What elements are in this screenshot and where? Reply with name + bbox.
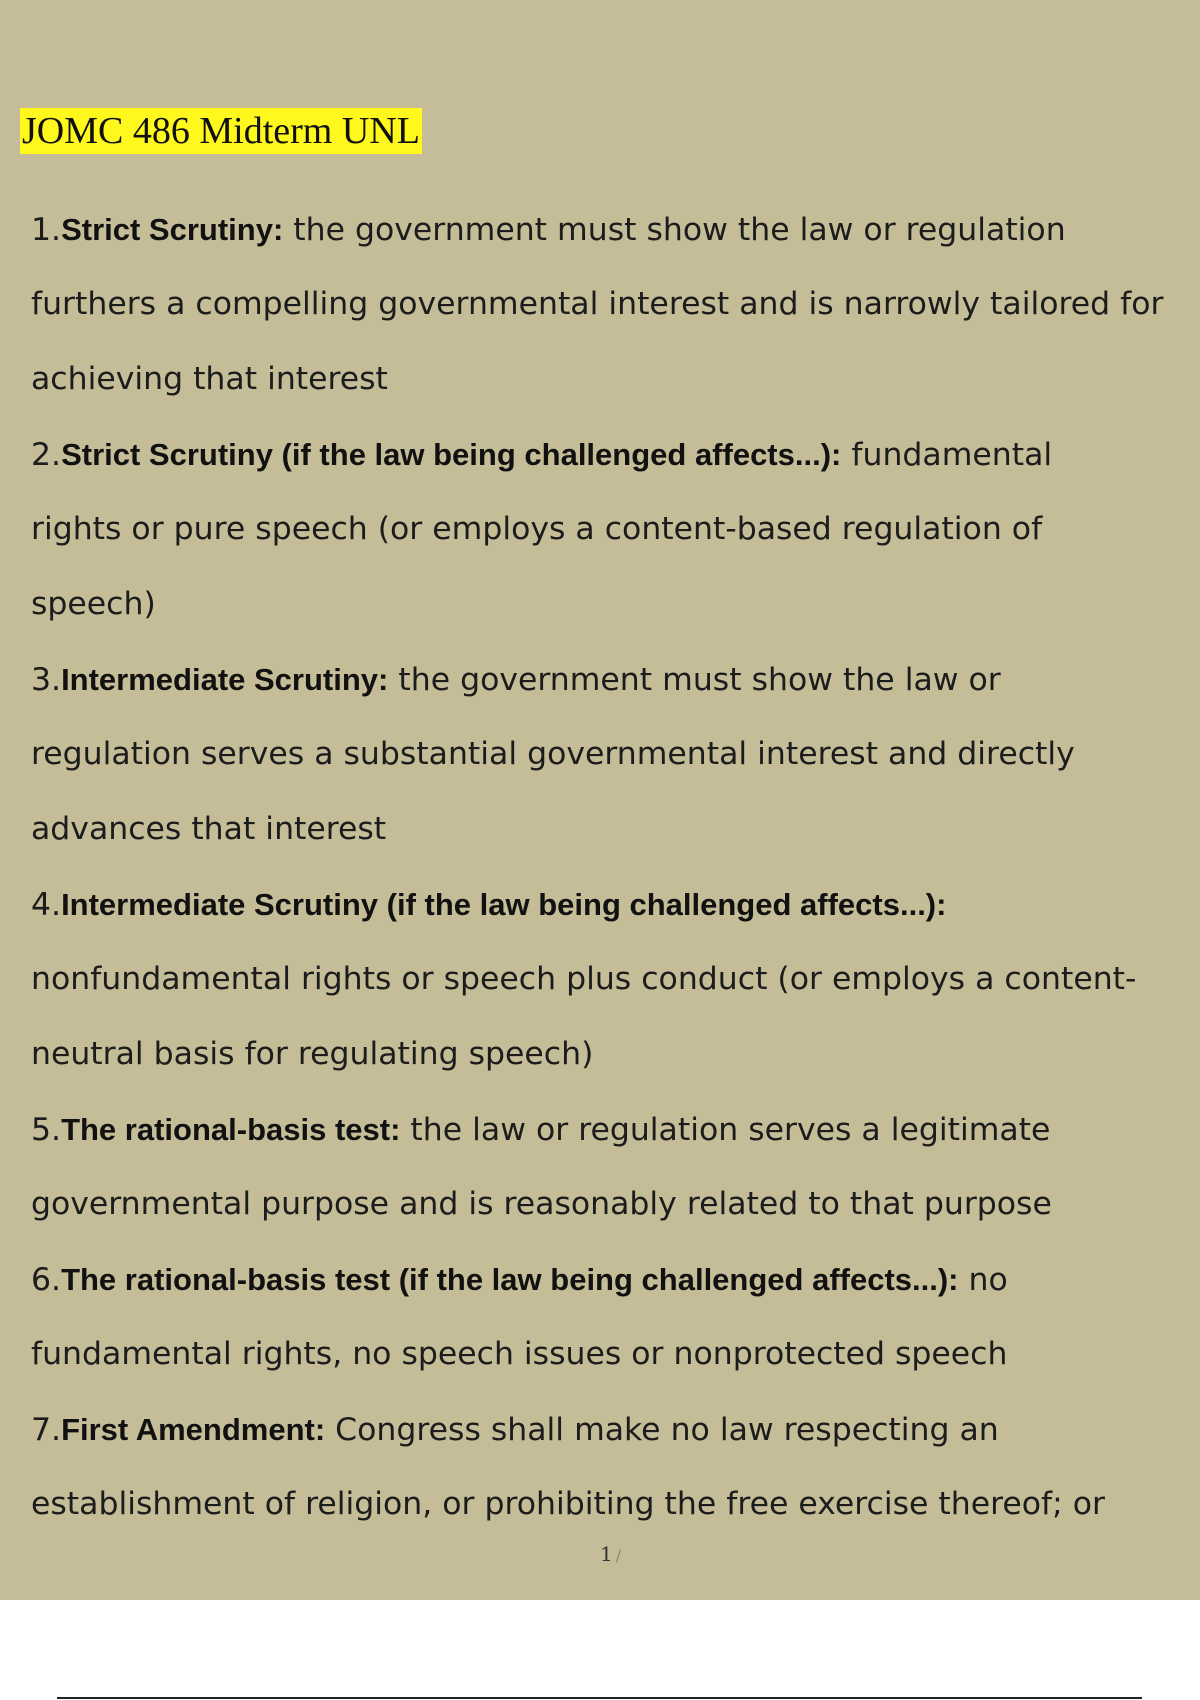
term-number: 4.: [31, 887, 62, 923]
term-heading-line: [0, 1242, 1200, 1317]
term-definition-line: [0, 1017, 1200, 1092]
term-definition: governmental purpose and is reasonably related to that purpose: [31, 1186, 1052, 1222]
term-name: Strict Scrutiny (if the law being challenged affects...):: [61, 437, 842, 472]
term-heading-line: [0, 192, 1200, 267]
term-item: [0, 1242, 1200, 1392]
term-name: Intermediate Scrutiny:: [61, 662, 389, 697]
term-name: Strict Scrutiny:: [61, 212, 284, 247]
term-name: The rational-basis test (if the law being challenged affects...):: [61, 1262, 959, 1297]
page-number-indicator: [600, 1540, 621, 1570]
term-number: 5.: [31, 1112, 62, 1148]
page-number: 1: [600, 1542, 613, 1566]
term-number: 6.: [31, 1262, 62, 1298]
term-definition-line: [0, 1467, 1200, 1542]
term-item: [0, 417, 1200, 642]
term-definition: no: [958, 1262, 1008, 1298]
term-definition: rights or pure speech (or employs a content-based regulation of: [31, 511, 1043, 547]
document-title: JOMC 486 Midterm UNL: [22, 110, 420, 152]
term-item: [0, 1392, 1200, 1542]
term-definition: the law or regulation serves a legitimate: [400, 1112, 1051, 1148]
term-definition-line: [0, 1317, 1200, 1392]
term-definition: the government must show the law or: [388, 662, 1001, 698]
term-item: [0, 1092, 1200, 1242]
term-item: [0, 642, 1200, 867]
term-definition-line: [0, 792, 1200, 867]
term-heading-line: [0, 417, 1200, 492]
term-item: [0, 867, 1200, 1092]
term-definition: the government must show the law or regulation: [283, 212, 1066, 248]
term-definition-line: [0, 267, 1200, 342]
term-number: 2.: [31, 437, 62, 473]
term-list: [0, 192, 1200, 1542]
term-heading-line: [0, 1092, 1200, 1167]
term-definition-line: [0, 342, 1200, 417]
term-name: The rational-basis test:: [61, 1112, 401, 1147]
term-definition: Congress shall make no law respecting an: [325, 1412, 999, 1448]
page-separator: /: [615, 1546, 622, 1565]
term-definition: establishment of religion, or prohibiting the free exercise thereof; or: [31, 1486, 1105, 1522]
term-definition-line: [0, 717, 1200, 792]
term-heading-line: [0, 1392, 1200, 1467]
term-number: 7.: [31, 1412, 62, 1448]
term-definition: fundamental rights, no speech issues or nonprotected speech: [31, 1336, 1008, 1372]
term-heading-line: [0, 642, 1200, 717]
term-name: First Amendment:: [61, 1412, 326, 1447]
term-definition: speech): [31, 586, 156, 622]
term-definition: nonfundamental rights or speech plus conduct (or employs a content-: [31, 961, 1137, 997]
term-definition-line: [0, 492, 1200, 567]
term-name: Intermediate Scrutiny (if the law being challenged affects...):: [61, 887, 947, 922]
term-number: 1.: [31, 212, 62, 248]
term-number: 3.: [31, 662, 62, 698]
term-definition-line: [0, 1167, 1200, 1242]
term-definition: neutral basis for regulating speech): [31, 1036, 594, 1072]
footer-divider: [57, 1697, 1142, 1699]
term-definition: advances that interest: [31, 811, 387, 847]
term-heading-line: [0, 867, 1200, 942]
term-definition: fundamental: [841, 437, 1053, 473]
term-definition: regulation serves a substantial governmental interest and directly: [31, 736, 1075, 772]
term-definition: furthers a compelling governmental interest and is narrowly tailored for: [31, 286, 1164, 322]
term-definition-line: [0, 567, 1200, 642]
term-item: [0, 192, 1200, 417]
term-definition-line: [0, 942, 1200, 1017]
term-definition: achieving that interest: [31, 361, 388, 397]
